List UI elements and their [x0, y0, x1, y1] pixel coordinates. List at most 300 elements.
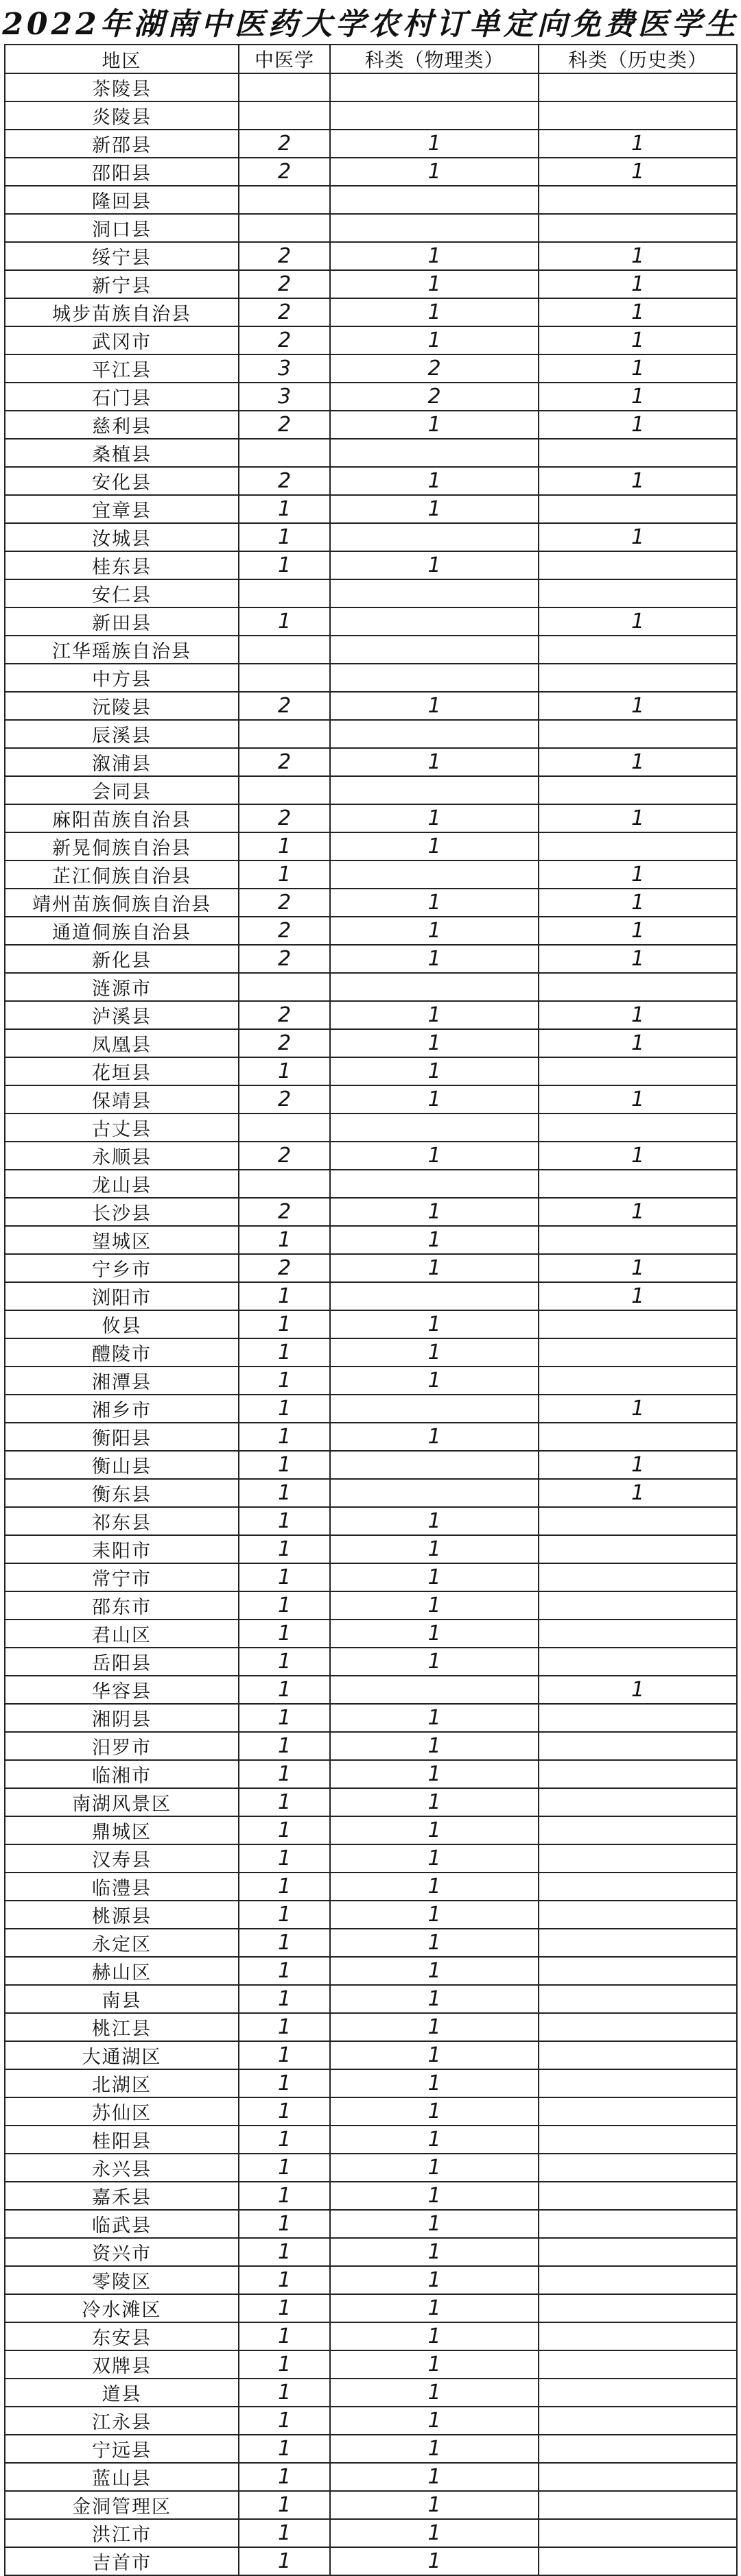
- table-row: [5, 804, 737, 832]
- cell-physics: 1: [330, 1873, 539, 1901]
- cell-physics: 1: [330, 1957, 539, 1985]
- cell-tcm: 2: [239, 748, 330, 776]
- cell-physics: 1: [330, 411, 539, 439]
- cell-history: [539, 2154, 737, 2182]
- table-row: [5, 1901, 737, 1929]
- cell-tcm: 1: [239, 2126, 330, 2154]
- table-row: [5, 467, 737, 495]
- cell-region: 新田县: [5, 607, 239, 636]
- cell-history: [539, 1788, 737, 1816]
- cell-region: 邵阳县: [5, 158, 239, 186]
- cell-tcm: 3: [239, 354, 330, 383]
- table-row: [5, 2126, 737, 2154]
- cell-history: [539, 1844, 737, 1873]
- cell-physics: 1: [330, 2013, 539, 2041]
- cell-tcm: 1: [239, 1760, 330, 1788]
- cell-tcm: 2: [239, 1142, 330, 1170]
- cell-tcm: [239, 636, 330, 664]
- cell-history: [539, 1170, 737, 1198]
- cell-physics: 1: [330, 1788, 539, 1816]
- cell-region: 麻阳苗族自治县: [5, 804, 239, 832]
- cell-history: [539, 664, 737, 692]
- cell-region: 宁远县: [5, 2435, 239, 2463]
- table-row: [5, 860, 737, 889]
- cell-history: [539, 439, 737, 467]
- table-row: [5, 1648, 737, 1676]
- cell-tcm: [239, 214, 330, 242]
- cell-physics: 1: [330, 1535, 539, 1563]
- cell-history: [539, 1732, 737, 1760]
- table-row: [5, 1282, 737, 1310]
- table-row: [5, 607, 737, 636]
- cell-tcm: [239, 439, 330, 467]
- cell-physics: [330, 439, 539, 467]
- cell-tcm: 1: [239, 1648, 330, 1676]
- table-row: [5, 2238, 737, 2266]
- cell-tcm: 1: [239, 2407, 330, 2435]
- cell-history: [539, 2238, 737, 2266]
- cell-region: 溆浦县: [5, 748, 239, 776]
- cell-tcm: 2: [239, 270, 330, 298]
- cell-region: 汉寿县: [5, 1844, 239, 1873]
- cell-tcm: [239, 973, 330, 1001]
- cell-region: 道县: [5, 2379, 239, 2407]
- cell-tcm: [239, 664, 330, 692]
- table-row: [5, 2266, 737, 2294]
- cell-region: 永兴县: [5, 2154, 239, 2182]
- cell-history: [539, 1057, 737, 1085]
- cell-tcm: [239, 186, 330, 214]
- table-row: [5, 1985, 737, 2013]
- quota-table: [4, 44, 738, 2576]
- table-row: [5, 298, 737, 326]
- table-row: [5, 354, 737, 383]
- table-row: [5, 945, 737, 973]
- cell-region: 桂阳县: [5, 2126, 239, 2154]
- cell-tcm: 2: [239, 945, 330, 973]
- cell-region: 古丈县: [5, 1114, 239, 1142]
- cell-history: 1: [539, 1198, 737, 1226]
- table-row: [5, 523, 737, 551]
- cell-physics: 1: [330, 1423, 539, 1451]
- table-row: [5, 1198, 737, 1226]
- cell-physics: 1: [330, 1367, 539, 1395]
- cell-tcm: 1: [239, 551, 330, 579]
- cell-tcm: [239, 1170, 330, 1198]
- cell-history: 1: [539, 860, 737, 889]
- cell-tcm: 1: [239, 607, 330, 636]
- cell-history: [539, 1985, 737, 2013]
- cell-history: [539, 2519, 737, 2547]
- cell-tcm: 1: [239, 2238, 330, 2266]
- table-row: [5, 832, 737, 860]
- table-row: [5, 495, 737, 523]
- cell-region: 湘潭县: [5, 1367, 239, 1395]
- cell-history: [539, 1957, 737, 1985]
- cell-history: 1: [539, 692, 737, 720]
- cell-tcm: 1: [239, 1395, 330, 1423]
- cell-tcm: 1: [239, 2013, 330, 2041]
- cell-history: [539, 973, 737, 1001]
- table-row: [5, 2182, 737, 2210]
- table-row: [5, 270, 737, 298]
- cell-tcm: 1: [239, 860, 330, 889]
- cell-history: 1: [539, 1254, 737, 1282]
- cell-region: 攸县: [5, 1310, 239, 1338]
- cell-physics: [330, 1395, 539, 1423]
- cell-region: 辰溪县: [5, 720, 239, 748]
- cell-physics: 1: [330, 1620, 539, 1648]
- cell-physics: 1: [330, 551, 539, 579]
- cell-region: 资兴市: [5, 2238, 239, 2266]
- cell-tcm: [239, 720, 330, 748]
- cell-tcm: 1: [239, 1507, 330, 1535]
- cell-physics: [330, 1451, 539, 1479]
- cell-tcm: [239, 776, 330, 804]
- table-row: [5, 1816, 737, 1844]
- cell-physics: 1: [330, 1198, 539, 1226]
- table-row: [5, 242, 737, 270]
- cell-history: [539, 2350, 737, 2379]
- cell-physics: [330, 607, 539, 636]
- table-row: [5, 1507, 737, 1535]
- cell-tcm: 1: [239, 2097, 330, 2126]
- cell-history: [539, 2041, 737, 2069]
- cell-physics: [330, 860, 539, 889]
- cell-physics: 1: [330, 2322, 539, 2350]
- cell-physics: [330, 101, 539, 130]
- cell-history: [539, 720, 737, 748]
- table-row: [5, 1591, 737, 1620]
- header-physics: 科类（物理类）: [330, 45, 539, 73]
- cell-physics: 1: [330, 945, 539, 973]
- cell-tcm: 1: [239, 1676, 330, 1704]
- cell-physics: [330, 523, 539, 551]
- cell-history: 1: [539, 411, 737, 439]
- cell-tcm: 1: [239, 2182, 330, 2210]
- table-row: [5, 1254, 737, 1282]
- cell-tcm: 1: [239, 2210, 330, 2238]
- cell-region: 金洞管理区: [5, 2491, 239, 2519]
- cell-physics: 1: [330, 467, 539, 495]
- cell-tcm: 1: [239, 1310, 330, 1338]
- cell-tcm: 1: [239, 1901, 330, 1929]
- cell-region: 安仁县: [5, 579, 239, 607]
- cell-physics: 1: [330, 1844, 539, 1873]
- cell-history: [539, 776, 737, 804]
- cell-physics: [330, 73, 539, 101]
- table-row: [5, 1676, 737, 1704]
- cell-physics: [330, 214, 539, 242]
- cell-history: [539, 495, 737, 523]
- table-row: [5, 2547, 737, 2575]
- cell-tcm: 1: [239, 1732, 330, 1760]
- cell-region: 湘阴县: [5, 1704, 239, 1732]
- cell-tcm: 1: [239, 2547, 330, 2575]
- cell-region: 衡山县: [5, 1451, 239, 1479]
- cell-physics: [330, 1479, 539, 1507]
- cell-tcm: 1: [239, 2491, 330, 2519]
- table-row: [5, 2210, 737, 2238]
- cell-region: 衡阳县: [5, 1423, 239, 1451]
- table-row: [5, 2379, 737, 2407]
- cell-history: [539, 1226, 737, 1254]
- cell-history: [539, 2126, 737, 2154]
- cell-region: 临湘市: [5, 1760, 239, 1788]
- cell-region: 新晃侗族自治县: [5, 832, 239, 860]
- cell-region: 汝城县: [5, 523, 239, 551]
- table-row: [5, 1310, 737, 1338]
- cell-physics: 1: [330, 1901, 539, 1929]
- table-row: [5, 1704, 737, 1732]
- table-row: [5, 1760, 737, 1788]
- cell-physics: 1: [330, 158, 539, 186]
- cell-tcm: 2: [239, 1029, 330, 1057]
- cell-physics: 1: [330, 2519, 539, 2547]
- cell-history: [539, 1114, 737, 1142]
- table-row: [5, 973, 737, 1001]
- table-row: [5, 692, 737, 720]
- cell-region: 桑植县: [5, 439, 239, 467]
- cell-history: [539, 2407, 737, 2435]
- cell-region: 岳阳县: [5, 1648, 239, 1676]
- cell-history: 1: [539, 242, 737, 270]
- cell-physics: [330, 1114, 539, 1142]
- cell-region: 通道侗族自治县: [5, 917, 239, 945]
- cell-region: 泸溪县: [5, 1001, 239, 1029]
- cell-tcm: 1: [239, 1563, 330, 1591]
- cell-history: [539, 101, 737, 130]
- cell-physics: 1: [330, 326, 539, 354]
- table-row: [5, 326, 737, 354]
- cell-history: 1: [539, 1479, 737, 1507]
- cell-history: [539, 2379, 737, 2407]
- cell-tcm: 1: [239, 2519, 330, 2547]
- cell-region: 宜章县: [5, 495, 239, 523]
- cell-history: [539, 1423, 737, 1451]
- cell-tcm: [239, 579, 330, 607]
- cell-history: 1: [539, 804, 737, 832]
- table-row: [5, 1170, 737, 1198]
- cell-region: 慈利县: [5, 411, 239, 439]
- table-row: [5, 186, 737, 214]
- table-row: [5, 1873, 737, 1901]
- cell-history: 1: [539, 158, 737, 186]
- cell-region: 芷江侗族自治县: [5, 860, 239, 889]
- cell-history: 1: [539, 326, 737, 354]
- cell-history: [539, 1310, 737, 1338]
- cell-tcm: 1: [239, 1451, 330, 1479]
- cell-history: [539, 1591, 737, 1620]
- cell-history: [539, 2547, 737, 2575]
- cell-history: 1: [539, 130, 737, 158]
- table-row: [5, 1423, 737, 1451]
- cell-region: 桂东县: [5, 551, 239, 579]
- cell-history: 1: [539, 917, 737, 945]
- table-row: [5, 917, 737, 945]
- cell-tcm: 2: [239, 692, 330, 720]
- cell-history: 1: [539, 1451, 737, 1479]
- cell-history: 1: [539, 1029, 737, 1057]
- cell-history: [539, 2294, 737, 2322]
- cell-physics: [330, 973, 539, 1001]
- cell-tcm: 2: [239, 1085, 330, 1114]
- table-row: [5, 2013, 737, 2041]
- cell-physics: 1: [330, 1563, 539, 1591]
- cell-history: [539, 2069, 737, 2097]
- cell-history: 1: [539, 889, 737, 917]
- cell-tcm: 1: [239, 1844, 330, 1873]
- cell-physics: 1: [330, 2210, 539, 2238]
- table-row: [5, 2435, 737, 2463]
- cell-tcm: 1: [239, 1620, 330, 1648]
- cell-tcm: 1: [239, 2294, 330, 2322]
- table-row: [5, 1479, 737, 1507]
- table-row: [5, 1451, 737, 1479]
- cell-history: [539, 832, 737, 860]
- table-row: [5, 664, 737, 692]
- cell-tcm: 2: [239, 130, 330, 158]
- cell-history: [539, 579, 737, 607]
- cell-tcm: [239, 101, 330, 130]
- cell-region: 涟源市: [5, 973, 239, 1001]
- table-row: [5, 2350, 737, 2379]
- cell-physics: [330, 186, 539, 214]
- table-row: [5, 2463, 737, 2491]
- cell-region: 嘉禾县: [5, 2182, 239, 2210]
- cell-physics: 1: [330, 1338, 539, 1367]
- cell-region: 君山区: [5, 1620, 239, 1648]
- cell-history: 1: [539, 270, 737, 298]
- cell-region: 临武县: [5, 2210, 239, 2238]
- cell-tcm: 1: [239, 1535, 330, 1563]
- cell-physics: 1: [330, 1310, 539, 1338]
- cell-tcm: 1: [239, 2350, 330, 2379]
- cell-tcm: 1: [239, 2322, 330, 2350]
- page-title: 2022年湖南中医药大学农村订单定向免费医学生: [2, 7, 739, 42]
- cell-physics: 1: [330, 1985, 539, 2013]
- cell-region: 新化县: [5, 945, 239, 973]
- cell-history: 1: [539, 607, 737, 636]
- table-row: [5, 1226, 737, 1254]
- cell-tcm: 1: [239, 1338, 330, 1367]
- cell-physics: 1: [330, 1029, 539, 1057]
- cell-tcm: 2: [239, 411, 330, 439]
- table-row: [5, 2069, 737, 2097]
- cell-region: 浏阳市: [5, 1282, 239, 1310]
- cell-region: 石门县: [5, 383, 239, 411]
- cell-region: 会同县: [5, 776, 239, 804]
- cell-region: 新宁县: [5, 270, 239, 298]
- cell-tcm: 1: [239, 1057, 330, 1085]
- cell-region: 苏仙区: [5, 2097, 239, 2126]
- table-body: [5, 73, 737, 2575]
- table-row: [5, 551, 737, 579]
- cell-physics: 1: [330, 2463, 539, 2491]
- cell-tcm: 1: [239, 1282, 330, 1310]
- cell-history: [539, 186, 737, 214]
- cell-region: 安化县: [5, 467, 239, 495]
- cell-physics: 1: [330, 804, 539, 832]
- table-row: [5, 158, 737, 186]
- cell-region: 冷水滩区: [5, 2294, 239, 2322]
- cell-history: 1: [539, 1676, 737, 1704]
- table-row: [5, 720, 737, 748]
- cell-history: 1: [539, 354, 737, 383]
- cell-physics: 1: [330, 1648, 539, 1676]
- table-row: [5, 214, 737, 242]
- cell-history: [539, 1535, 737, 1563]
- table-row: [5, 2322, 737, 2350]
- cell-region: 中方县: [5, 664, 239, 692]
- cell-physics: 1: [330, 2126, 539, 2154]
- table-row: [5, 1929, 737, 1957]
- cell-history: [539, 1648, 737, 1676]
- cell-physics: 1: [330, 2097, 539, 2126]
- table-row: [5, 1001, 737, 1029]
- table-row: [5, 2294, 737, 2322]
- cell-tcm: 1: [239, 1367, 330, 1395]
- cell-tcm: 1: [239, 1873, 330, 1901]
- cell-history: [539, 636, 737, 664]
- cell-region: 赫山区: [5, 1957, 239, 1985]
- cell-region: 桃江县: [5, 2013, 239, 2041]
- table-row: [5, 2097, 737, 2126]
- cell-history: 1: [539, 298, 737, 326]
- table-row: [5, 1085, 737, 1114]
- table-row: [5, 1142, 737, 1170]
- cell-tcm: [239, 1114, 330, 1142]
- table-row: [5, 1367, 737, 1395]
- cell-tcm: 2: [239, 804, 330, 832]
- cell-history: [539, 1901, 737, 1929]
- table-row: [5, 411, 737, 439]
- cell-region: 长沙县: [5, 1198, 239, 1226]
- cell-region: 耒阳市: [5, 1535, 239, 1563]
- cell-physics: [330, 664, 539, 692]
- cell-history: [539, 1338, 737, 1367]
- table-row: [5, 1732, 737, 1760]
- cell-region: 祁东县: [5, 1507, 239, 1535]
- cell-history: [539, 551, 737, 579]
- cell-tcm: 3: [239, 383, 330, 411]
- cell-physics: 1: [330, 298, 539, 326]
- cell-tcm: 1: [239, 832, 330, 860]
- cell-tcm: 1: [239, 2379, 330, 2407]
- cell-tcm: 1: [239, 1788, 330, 1816]
- cell-tcm: 2: [239, 1254, 330, 1282]
- cell-region: 城步苗族自治县: [5, 298, 239, 326]
- cell-region: 江永县: [5, 2407, 239, 2435]
- cell-history: [539, 1929, 737, 1957]
- cell-physics: 1: [330, 2041, 539, 2069]
- table-row: [5, 1620, 737, 1648]
- cell-region: 鼎城区: [5, 1816, 239, 1844]
- cell-region: 平江县: [5, 354, 239, 383]
- table-header-row: [5, 45, 737, 73]
- cell-region: 双牌县: [5, 2350, 239, 2379]
- cell-physics: 1: [330, 1760, 539, 1788]
- table-row: [5, 2407, 737, 2435]
- cell-tcm: 1: [239, 523, 330, 551]
- cell-tcm: 2: [239, 242, 330, 270]
- cell-physics: 2: [330, 354, 539, 383]
- cell-physics: 1: [330, 495, 539, 523]
- cell-physics: 1: [330, 2350, 539, 2379]
- cell-tcm: 2: [239, 298, 330, 326]
- table-row: [5, 101, 737, 130]
- cell-physics: 1: [330, 242, 539, 270]
